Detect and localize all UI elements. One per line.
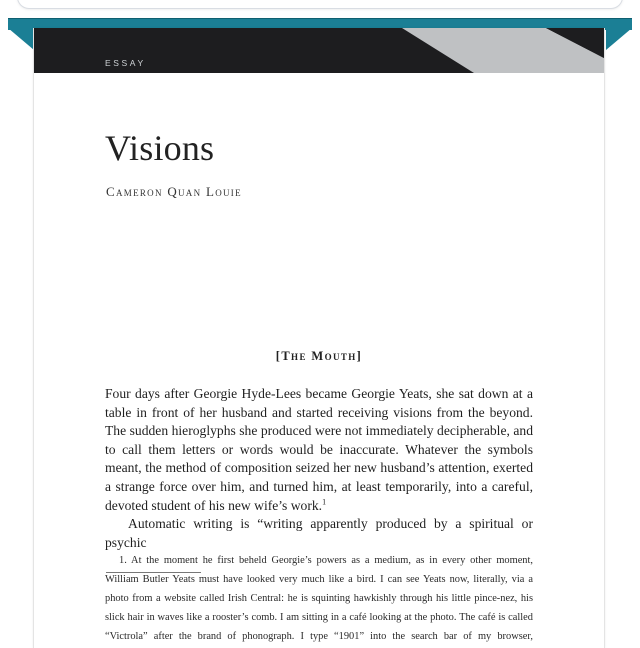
browser-chrome bbox=[0, 0, 640, 20]
article-title: Visions bbox=[105, 128, 215, 168]
document-page bbox=[33, 28, 605, 648]
address-bar[interactable] bbox=[18, 0, 622, 8]
article-author: Cameron Quan Louie bbox=[106, 184, 242, 199]
page-header bbox=[34, 28, 604, 73]
section-label: ESSAY bbox=[105, 58, 146, 68]
article-body bbox=[105, 385, 533, 552]
frame-wing-right bbox=[606, 28, 632, 50]
footnote: 1. At the moment he first beheld Georgie’s powers as a medium, as in every other moment, William Butler Yeats must have looked very much like a bird. I can see Yeats now, literally, via a photo from a website called Irish Central: he is squinting hawkishly through his little pince-nez, his slick hair in waves like a rooster’s comb. I am sitting in a café looking at the photo. The café is called “Victrola” after the brand of phonograph. I type “1901” into the search bar of my browser, bbox=[105, 555, 533, 642]
section-heading: [The Mouth] bbox=[275, 349, 363, 363]
frame-wing-left bbox=[8, 28, 34, 50]
footnote-ref[interactable]: 1 bbox=[322, 497, 327, 507]
paragraph bbox=[105, 385, 533, 515]
paragraph: Automatic writing is “writing apparently produced by a spiritual or psychic bbox=[105, 516, 533, 550]
paragraph-text: Four days after Georgie Hyde-Lees became Georgie Yeats, she sat down at a table in front of her husband and started receiving visions from the beyond. The sudden hieroglyphs she produced were not immediately decipherable, and to call them letters or words would be inaccurate. Whatever the symbols meant, the method of composition seized her new husband’s attention, exerted a strange force over him, and turned him, at least temporarily, into a careful, devoted student of his new wife’s work. bbox=[105, 386, 533, 513]
